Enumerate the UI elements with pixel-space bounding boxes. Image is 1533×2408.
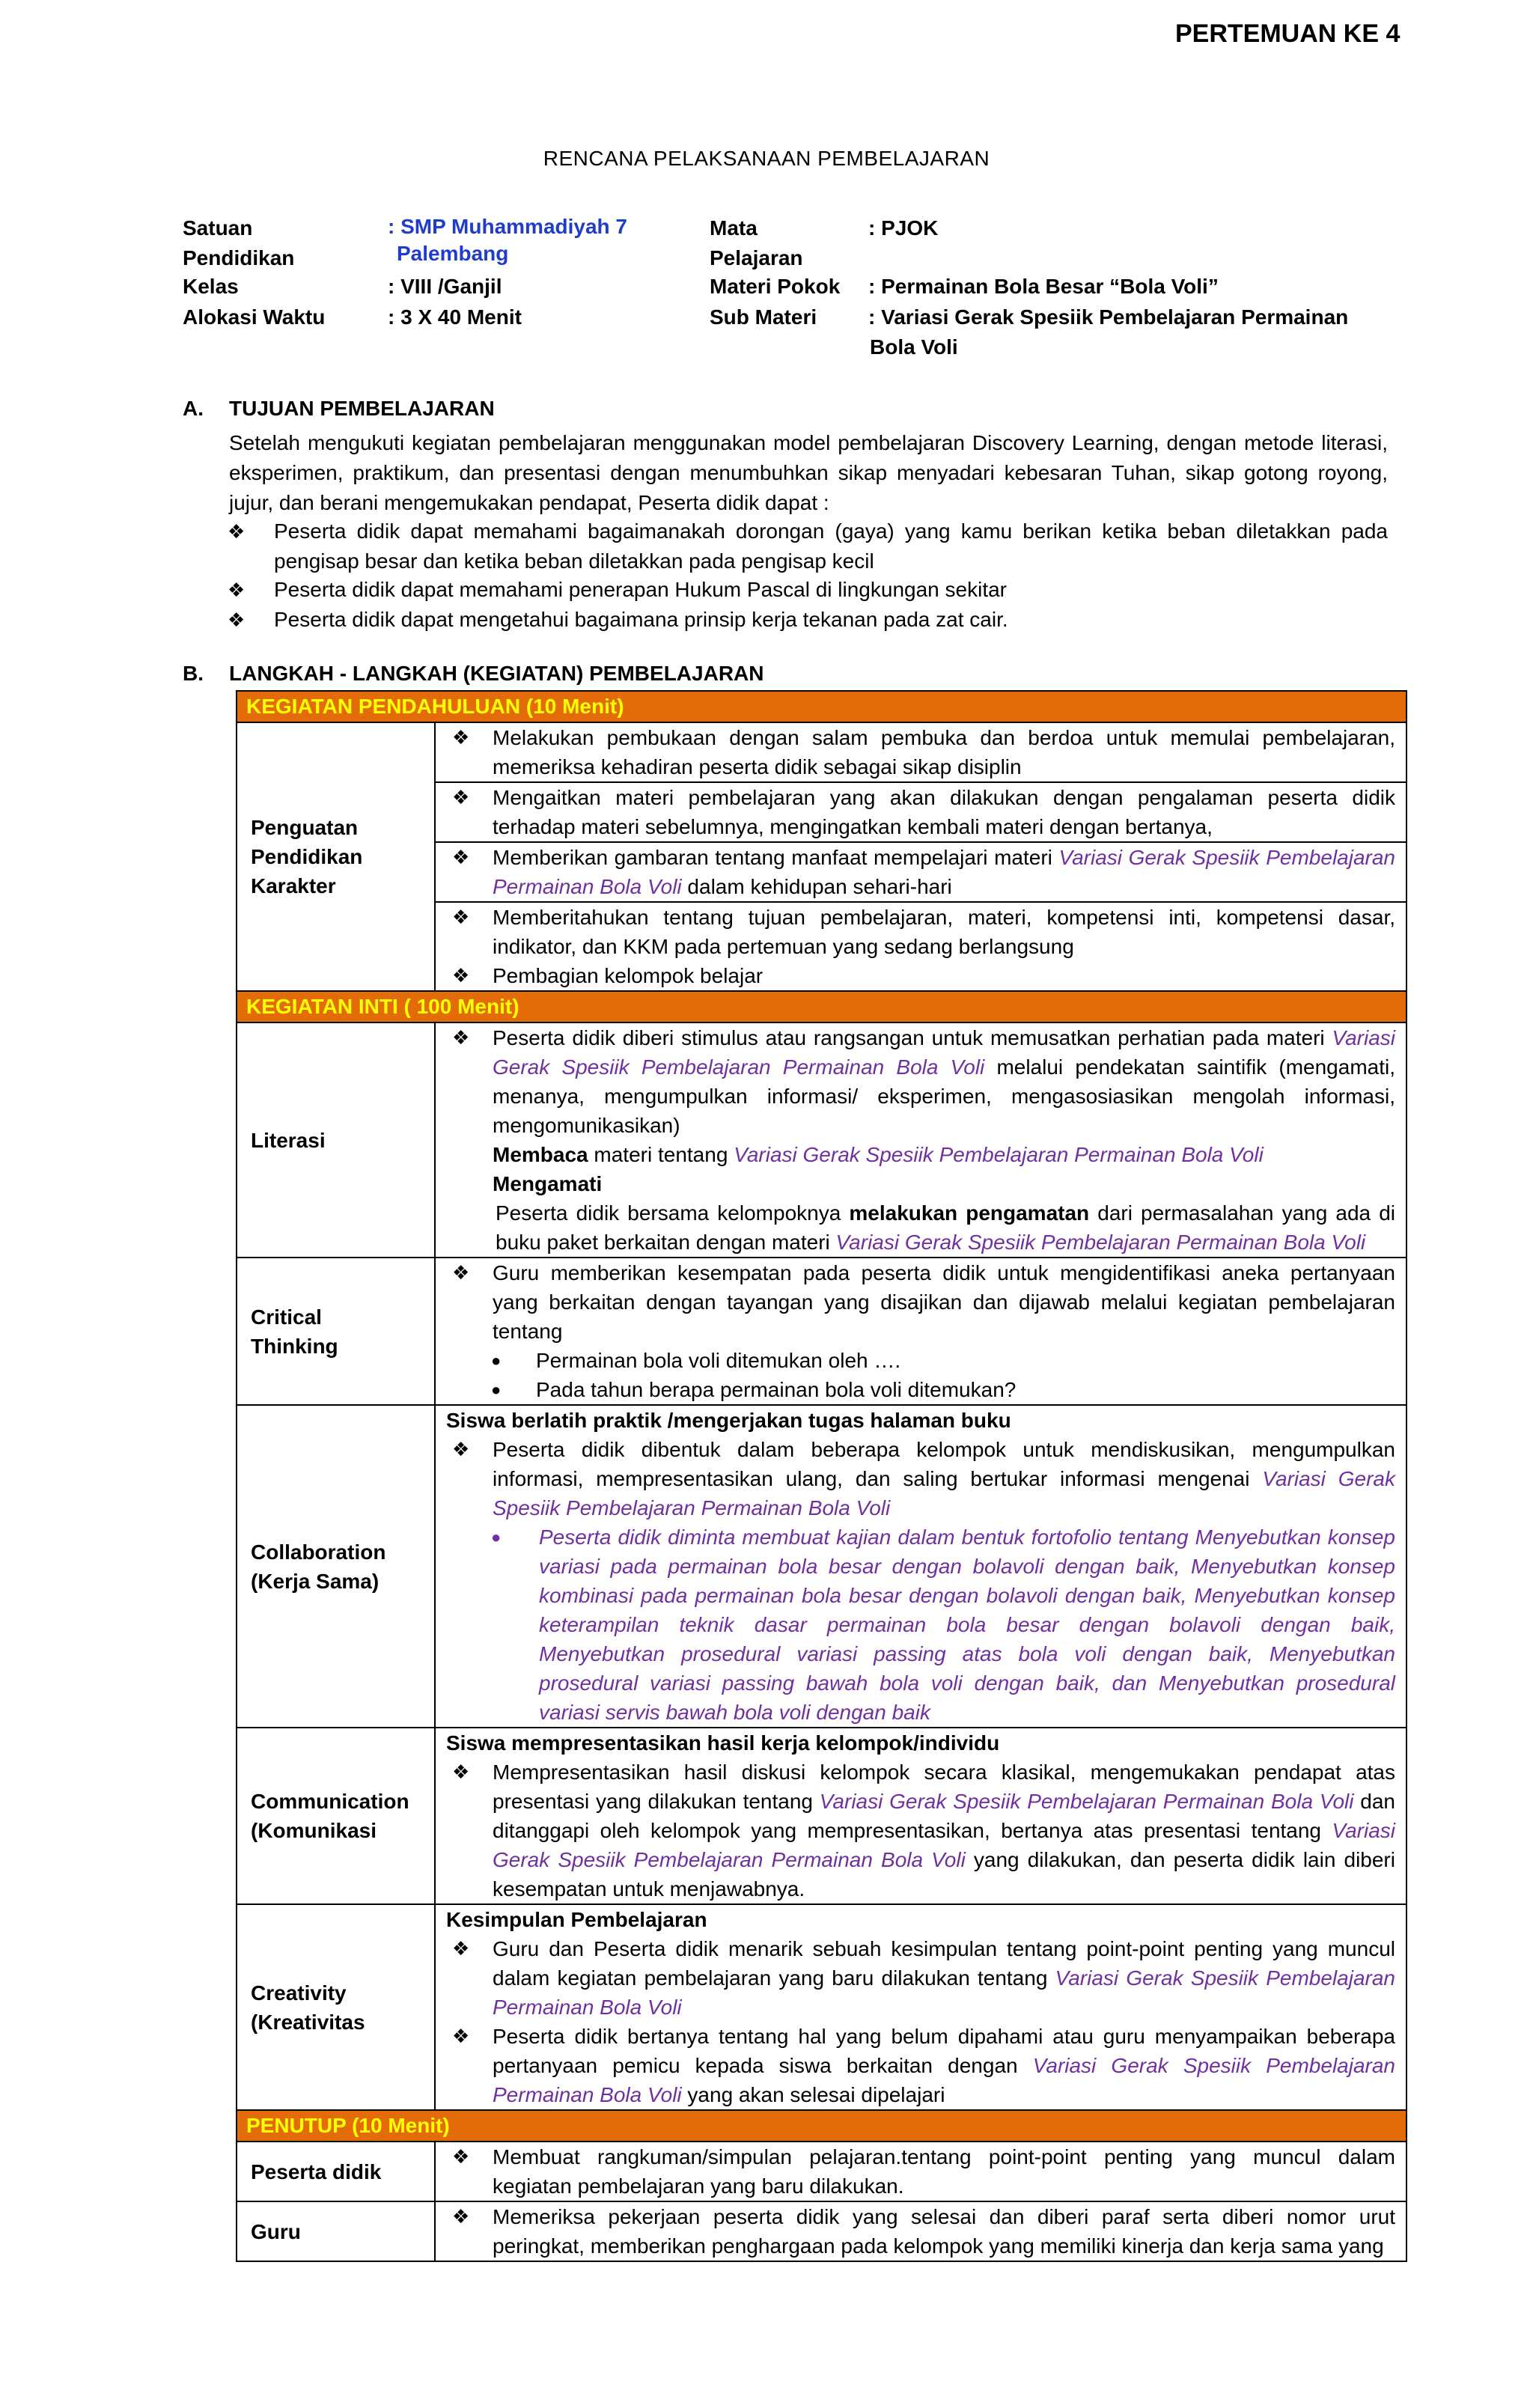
diamond-bullet-icon: ❖ [452,1438,470,1460]
peserta-didik-label: Peserta didik [237,2142,435,2201]
diamond-bullet-icon: ❖ [228,520,246,543]
literasi-label: Literasi [237,1022,435,1258]
round-bullet-icon: ● [491,1380,502,1399]
materi-label: Materi Pokok [710,275,841,298]
guru-content: ❖ Memeriksa pekerjaan peserta didik yang selesai dan diberi paraf serta diberi nomor urut peringkat, memberikan penghargaan pada kelompok yang memiliki kinerja dan kerja sama yang [435,2201,1406,2261]
guru-label: Guru [237,2201,435,2261]
creativity-label: Creativity (Kreativitas [237,1904,435,2110]
creativity-content: Kesimpulan Pembelajaran ❖ Guru dan Peserta didik menarik sebuah kesimpulan tentang point-point penting yang muncul dalam kegiatan pembelajaran yang baru dilakukan tentang Variasi Gerak Spesiik Pembelajaran Permainan Bola Voli ❖ Peserta didik bertanya tentang hal yang belum dipahami atau guru menyampaikan beberapa pertanyaan pemicu kepada siswa berkaitan dengan Variasi Gerak Spesiik Pembelajaran Permainan Bola Voli yang akan selesai dipelajari [435,1904,1406,2110]
pendahuluan-item-1: ❖ Melakukan pembukaan dengan salam pembuka dan berdoa untuk memulai pembelajaran, memeriksa kehadiran peserta didik sebagai sikap disiplin [435,722,1406,782]
satuan-label: Satuan Pendidikan [183,216,295,269]
kelas-label: Kelas [183,275,239,298]
pendahuluan-header: KEGIATAN PENDAHULUAN (10 Menit) [237,691,1406,722]
submateri-value: : Variasi Gerak Spesiik Pembelajaran Permainan Bola Voli [868,305,1349,359]
satuan-value: : SMP Muhammadiyah 7 Palembang [388,215,628,265]
diamond-bullet-icon: ❖ [228,609,246,631]
inti-header: KEGIATAN INTI ( 100 Menit) [237,991,1406,1022]
diamond-bullet-icon: ❖ [452,1026,470,1049]
penutup-header: PENUTUP (10 Menit) [237,2110,1406,2142]
collaboration-label: Collaboration (Kerja Sama) [237,1405,435,1728]
penguatan-label: Penguatan Pendidikan Karakter [237,722,435,991]
diamond-bullet-icon: ❖ [452,1937,470,1960]
mapel-value: : PJOK [868,216,939,240]
objective-2: ❖ Peserta didik dapat memahami penerapan Hukum Pascal di lingkungan sekitar [228,575,1388,605]
submateri-label: Sub Materi [710,305,817,329]
section-a-intro: Setelah mengukuti kegiatan pembelajaran menggunakan model pembelajaran Discovery Learning, dengan metode literasi, eksperimen, praktikum, dan presentasi dengan menumbuhkan sikap menyadari kebesaran Tuhan, sikap gotong royong, jujur, dan berani mengemukakan pendapat, Peserta didik dapat : [229,431,1388,514]
diamond-bullet-icon: ❖ [228,579,246,601]
communication-content: Siswa mempresentasikan hasil kerja kelompok/individu ❖ Mempresentasikan hasil diskusi kelompok secara klasikal, mengemukakan pendapat atas presentasi yang dilakukan tentang Variasi Gerak Spesiik Pembelajaran Permainan Bola Voli dan ditanggapi oleh kelompok yang mempresentasikan, bertanya atas presentasi tentang Variasi Gerak Spesiik Pembelajaran Permainan Bola Voli yang dilakukan, dan peserta didik lain diberi kesempatan untuk menjawabnya. [435,1728,1406,1904]
diamond-bullet-icon: ❖ [452,726,470,749]
critical-thinking-content: ❖ Guru memberikan kesempatan pada peserta didik untuk mengidentifikasi aneka pertanyaan yang berkaitan dengan tayangan yang disajikan dan dijawab melalui kegiatan pembelajaran tentang ● Permainan bola voli ditemukan oleh …. ● Pada tahun berapa permainan bola voli ditemukan? [435,1258,1406,1405]
pendahuluan-item-2: ❖ Mengaitkan materi pembelajaran yang akan dilakukan dengan pengalaman peserta didik terhadap materi sebelumnya, mengingatkan kembali materi dengan bertanya, [435,782,1406,842]
learning-steps-table [236,690,1407,2262]
document-title: RENCANA PELAKSANAAN PEMBELAJARAN [543,147,990,170]
round-bullet-icon: ● [491,1528,502,1546]
pendahuluan-item-3: ❖ Memberikan gambaran tentang manfaat mempelajari materi Variasi Gerak Spesiik Pembelajaran Permainan Bola Voli dalam kehidupan sehari-hari [435,842,1406,902]
diamond-bullet-icon: ❖ [452,786,470,808]
mapel-label: Mata Pelajaran [710,216,803,269]
round-bullet-icon: ● [491,1351,502,1370]
diamond-bullet-icon: ❖ [452,964,470,987]
kelas-value: : VIII /Ganjil [388,275,502,298]
literasi-content: ❖ Peserta didik diberi stimulus atau rangsangan untuk memusatkan perhatian pada materi Variasi Gerak Spesiik Pembelajaran Permainan Bola Voli melalui pendekatan saintifik (mengamati, menanya, mengumpulkan informasi/ eksperimen, mengasosiasikan mengolah informasi, mengomunikasikan) Membaca materi tentang Variasi Gerak Spesiik Pembelajaran Permainan Bola Voli Mengamati Peserta didik bersama kelompoknya melakukan pengamatan dari permasalahan yang ada di buku paket berkaitan dengan materi Variasi Gerak Spesiik Pembelajaran Permainan Bola Voli [435,1022,1406,1258]
critical-thinking-label: Critical Thinking [237,1258,435,1405]
alokasi-value: : 3 X 40 Menit [388,305,522,329]
peserta-didik-content: ❖ Membuat rangkuman/simpulan pelajaran.tentang point-point penting yang muncul dalam kegiatan pembelajaran yang baru dilakukan. [435,2142,1406,2201]
alokasi-label: Alokasi Waktu [183,305,326,329]
document-page: PERTEMUAN KE 4 RENCANA PELAKSANAAN PEMBELAJARAN Satuan Pendidikan : SMP Muhammadiyah 7 Palembang Kelas : VIII /Ganjil Alokasi Waktu : 3 X 40 Menit Mata Pelajaran : PJOK Materi Pokok : Permainan Bola Besar “Bola Voli” Sub Materi : Variasi Gerak Spesiik Pembelajaran Permainan Bola Voli A. TUJUAN PEMBELAJARAN Setelah mengukuti kegiatan pembelajaran menggunakan model pembelajaran Discovery Learning, dengan metode literasi, eksperimen, praktikum, dan presentasi dengan menumbuhkan sikap menyadari kebesaran Tuhan, sikap gotong royong, jujur, dan berani mengemukakan pendapat, Peserta didik dapat : ❖ Peserta didik dapat memahami bagaimanakah dorongan (gaya) yang kamu berikan ketika beban diletakkan pada pengisap besar dan ketika beban diletakkan pada pengisap kecil ❖ Peserta didik dapat memahami penerapan Hukum Pascal di lingkungan sekitar ❖ Peserta didik dapat mengetahui bagaimana prinsip kerja tekanan pada zat cair. B. LANGKAH - LANGKAH (KEGIATAN) PEMBELAJARAN KEGIATAN PENDAHULUAN (10 Menit) Penguatan Pendidikan Karakter ❖ Melakukan pembukaan dengan salam pembuka dan berdoa untuk memulai pembelajaran, memeriksa kehadiran peserta didik sebagai sikap disiplin ❖ Mengaitkan materi pembelajaran yang akan dilakukan dengan pengalaman peserta didik terhadap materi sebelumnya, mengingatkan kembali materi dengan bertanya, ❖ Memberikan gambaran tentang manfaat mempelajari materi Variasi Gerak Spesiik Pembelajaran Permainan Bola Voli dalam kehidupan sehari-hari ❖ Memberitahukan tentang tujuan pembelajaran, materi, kompetensi inti, kompetensi dasar, indikator, dan KKM pada pertemuan yang sedang berlangsung ❖ Pembagian kelompok belajar KEGIATAN INTI ( 100 Menit) Literasi ❖ Peserta didik diberi stimulus atau rangsangan untuk memusatkan perhatian pada materi Variasi Gerak Spesiik Pembelajaran Permainan Bola Voli melalui pendekatan saintifik (mengamati, menanya, mengumpulkan informasi/ eksperimen, mengasosiasikan mengolah informasi, mengomunikasikan) Membaca materi tentang Variasi Gerak Spesiik Pembelajaran Permainan Bola Voli Mengamati Peserta didik bersama kelompoknya melakukan pengamatan dari permasalahan yang ada di buku paket berkaitan dengan materi Variasi Gerak Spesiik Pembelajaran Permainan Bola Voli Critical Thinking ❖ Guru memberikan kesempatan pada peserta didik untuk mengidentifikasi aneka pertanyaan yang berkaitan dengan tayangan yang disajikan dan dijawab melalui kegiatan pembelajaran tentang ● Permainan bola voli ditemukan oleh …. ● Pada tahun berapa permainan bola voli ditemukan? Collaboration (Kerja Sama) Siswa berlatih praktik /mengerjakan tugas halaman buku ❖ Peserta didik dibentuk dalam beberapa kelompok untuk mendiskusikan, mengumpulkan informasi, mempresentasikan ulang, dan saling bertukar informasi mengenai Variasi Gerak Spesiik Pembelajaran Permainan Bola Voli ● Peserta didik diminta membuat kajian dalam bentuk fortofolio tentang Menyebutkan konsep variasi pada permainan bola besar dengan bolavoli dengan baik, Menyebutkan konsep kombinasi pada permainan bola besar dengan bolavoli dengan baik, Menyebutkan konsep keterampilan teknik dasar permainan bola besar dengan bolavoli dengan baik, Menyebutkan prosedural variasi passing atas bola voli dengan baik, Menyebutkan prosedural variasi passing bawah bola voli dengan baik, dan Menyebutkan prosedural variasi servis bawah bola voli dengan baik Communication (Komunikasi Siswa mempresentasikan hasil kerja kelompok/individu ❖ Mempresentasikan hasil diskusi kelompok secara klasikal, mengemukakan pendapat atas presentasi yang dilakukan tentang Variasi Gerak Spesiik Pembelajaran Permainan Bola Voli dan ditanggapi oleh kelompok yang mempresentasikan, bertanya atas presentasi tentang Variasi Gerak Spesiik Pembelajaran Permainan Bola Voli yang dilakukan, dan peserta didik lain diberi kesempatan untuk menjawabnya. Creativity (Kreativitas Kesimpulan Pembelajaran ❖ Guru dan Peserta didik menarik sebuah kesimpulan tentang point-point penting yang muncul dalam kegiatan pembelajaran yang baru dilakukan tentang Variasi Gerak Spesiik Pembelajaran Permainan Bola Voli ❖ Peserta didik bertanya tentang hal yang belum dipahami atau guru menyampaikan beberapa pertanyaan pemicu kepada siswa berkaitan dengan Variasi Gerak Spesiik Pembelajaran Permainan Bola Voli yang akan selesai dipelajari PENUTUP (10 Menit) Peserta didik ❖ Membuat rangkuman/simpulan pelajaran.tentang point-point penting yang muncul dalam kegiatan pembelajaran yang baru dilakukan. Guru ❖ Memeriksa pekerjaan peserta didik yang selesai dan diberi paraf serta diberi nomor urut peringkat, memberikan penghargaan pada kelompok yang memiliki kinerja dan kerja sama yang [0,0,1533,2408]
communication-label: Communication (Komunikasi [237,1728,435,1904]
diamond-bullet-icon: ❖ [452,1261,470,1284]
materi-value: : Permainan Bola Besar “Bola Voli” [868,275,1219,298]
diamond-bullet-icon: ❖ [452,846,470,868]
diamond-bullet-icon: ❖ [452,1761,470,1783]
objective-3: ❖ Peserta didik dapat mengetahui bagaimana prinsip kerja tekanan pada zat cair. [228,605,1388,635]
diamond-bullet-icon: ❖ [452,906,470,928]
diamond-bullet-icon: ❖ [452,2145,470,2168]
objective-1: ❖ Peserta didik dapat memahami bagaimanakah dorongan (gaya) yang kamu berikan ketika beban diletakkan pada pengisap besar dan ketika beban diletakkan pada pengisap kecil [228,516,1388,576]
pendahuluan-item-4: ❖ Memberitahukan tentang tujuan pembelajaran, materi, kompetensi inti, kompetensi dasar, indikator, dan KKM pada pertemuan yang sedang berlangsung ❖ Pembagian kelompok belajar [435,902,1406,991]
meeting-number: PERTEMUAN KE 4 [1175,19,1401,48]
collaboration-content: Siswa berlatih praktik /mengerjakan tugas halaman buku ❖ Peserta didik dibentuk dalam beberapa kelompok untuk mendiskusikan, mengumpulkan informasi, mempresentasikan ulang, dan saling bertukar informasi mengenai Variasi Gerak Spesiik Pembelajaran Permainan Bola Voli ● Peserta didik diminta membuat kajian dalam bentuk fortofolio tentang Menyebutkan konsep variasi pada permainan bola besar dengan bolavoli dengan baik, Menyebutkan konsep kombinasi pada permainan bola besar dengan bolavoli dengan baik, Menyebutkan konsep keterampilan teknik dasar permainan bola besar dengan bolavoli dengan baik, Menyebutkan prosedural variasi passing atas bola voli dengan baik, Menyebutkan prosedural variasi passing bawah bola voli dengan baik, dan Menyebutkan prosedural variasi servis bawah bola voli dengan baik [435,1405,1406,1728]
diamond-bullet-icon: ❖ [452,2025,470,2047]
diamond-bullet-icon: ❖ [452,2205,470,2228]
